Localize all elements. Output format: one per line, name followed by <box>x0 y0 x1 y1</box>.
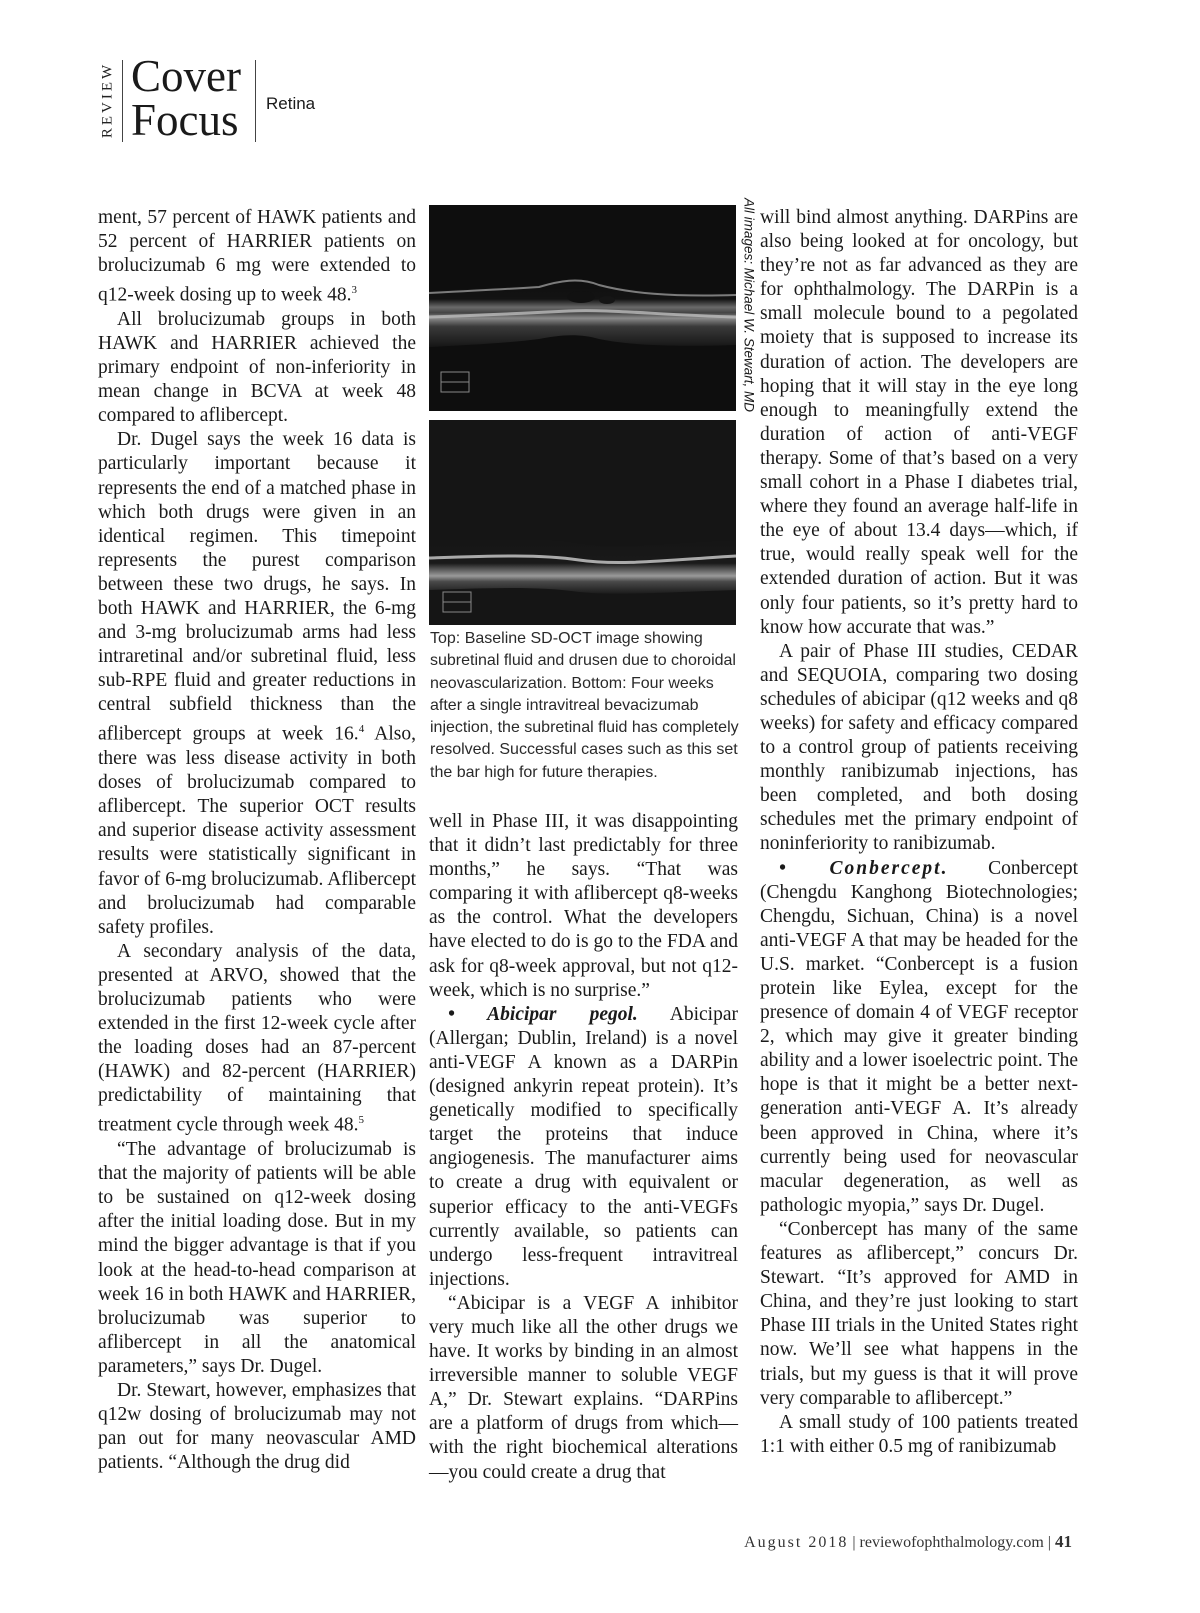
column-3 <box>760 206 1078 1459</box>
website: reviewofophthalmology.com <box>859 1534 1044 1551</box>
paragraph: “The advantage of brolucizumab is that the majority of patients will be able to be sustained on q12-week dosing after the initial loading dose. But in my mind the bigger advantage is that if you look at the head-to-head comparison at week 16 in both HAWK and HARRIER, brolucizumab was superior to aflibercept in all the anatomical parameters,” says Dr. Dugel. <box>98 1139 416 1377</box>
issue-date: August 2018 <box>744 1534 849 1551</box>
masthead-title <box>131 51 241 145</box>
paragraph: ment, 57 percent of HAWK patients and 52 percent of HARRIER patients on brolucizumab 6 mg were extended to q12-week dosing up to week 48.$^3$ <box>98 207 416 306</box>
paragraph: “Abicipar is a VEGF A inhibitor very much like all the other drugs we have. It works by binding in an almost irreversible manner to soluble VEGF A,” Dr. Stewart explains. “DARPins are a platform of drugs from which—with the right biochemical alterations—you could create a drug that <box>429 1292 738 1483</box>
masthead-cover: Cover <box>131 51 241 101</box>
paragraph: A secondary analysis of the data, presented at ARVO, showed that the brolucizumab patients who were extended in the first 12-week cycle after the loading doses had an 87-percent (HAWK) and 82-percent (HARRIER) predictability of maintaining that treatment cycle through week 48.$^5$ <box>98 940 416 1136</box>
paragraph: Dr. Dugel says the week 16 data is particularly important because it represents the end of a matched phase in which both drugs were given in an identical regimen. This timepoint represents the purest comparison between these two drugs, he says. In both HAWK and HARRIER, the 6-mg and 3-mg brolucizumab arms had less intraretinal and/or subretinal fluid, less sub-RPE fluid and greater reductions in central subfield thickness than the aflibercept groups at week 16.$^4$ Also, there was less disease activity in both doses of brolucizumab compared to aflibercept. The superior OCT results and superior disease activity assessment results were statistically significant in favor of 6-mg brolucizumab. Aflibercept and brolucizumab had comparable safety profiles. <box>98 429 416 938</box>
paragraph: • Abicipar pegol. Abicipar (Allergan; Dublin, Ireland) is a novel anti-VEGF A known as a DARPin (designed ankyrin repeat protein). It’s genetically modified to specifically target the proteins that induce angiogenesis. The manufacturer aims to create a drug with equivalent or superior efficacy to the anti-VEGFs currently available, so patients can undergo less-frequent intravitreal injections. <box>429 1003 738 1290</box>
masthead-focus: Focus <box>131 95 239 145</box>
masthead-divider-left <box>122 60 123 142</box>
section-label: Retina <box>266 94 316 113</box>
column-2 <box>429 810 738 1485</box>
column-1 <box>98 206 416 1475</box>
masthead-divider-right <box>255 60 256 142</box>
masthead-review-label: REVIEW <box>99 61 116 139</box>
paragraph: • Conbercept. Conbercept (Chengdu Kanghong Biotechnologies; Chengdu, Sichuan, China) is a novel anti-VEGF A that may be headed for the U.S. market. “Conbercept is a fusion protein like Eylea, except for the presence of domain 4 of VEGF receptor 2, which may give it greater binding ability and a lower isoelectric point. The hope is that it might be a better next-generation anti-VEGF A. It’s already been approved in China, where it’s currently being used for neovascular macular degeneration, as well as pathologic myopia,” says Dr. Dugel. <box>760 857 1078 1216</box>
oct-image-top <box>429 205 736 411</box>
paragraph: A pair of Phase III studies, CEDAR and SEQUOIA, comparing two dosing schedules of abicipar (q12 weeks and q8 weeks) for safety and efficacy compared to a control group of patients receiving monthly ranibizumab injections, has been completed, and both dosing schedules met the primary endpoint of noninferiority to ranibizumab. <box>760 640 1078 855</box>
figure-caption: Top: Baseline SD-OCT image showing subretinal fluid and drusen due to choroidal neovascularization. Bottom: Four weeks after a single intravitreal bevacizumab injection, the subretinal fluid has completely resolved. Successful cases such as this set the bar high for future therapies. <box>430 630 739 781</box>
page-footer: August 2018 | reviewofophthalmology.com | 41 <box>744 1532 1072 1551</box>
image-credit: All images: Michael W. Stewart, MD <box>741 197 757 413</box>
page-number: 41 <box>1055 1532 1072 1551</box>
oct-image-bottom <box>429 420 736 625</box>
paragraph: A small study of 100 patients treated 1:1 with either 0.5 mg of ranibizumab <box>760 1411 1078 1457</box>
paragraph: “Conbercept has many of the same features as aflibercept,” concurs Dr. Stewart. “It’s approved for AMD in China, and they’re just looking to start Phase III trials in the United States right now. We’ll see what happens in the trials, but my guess is that it will prove very comparable to aflibercept.” <box>760 1218 1078 1409</box>
subhead-abicipar: • Abicipar pegol. <box>448 1003 638 1025</box>
subhead-conbercept: • Conbercept. <box>779 857 949 879</box>
paragraph: well in Phase III, it was disappointing that it didn’t last predictably for three months,” he says. “That was comparing it with aflibercept q8-weeks as the control. What the developers have elected to do is go to the FDA and ask for q8-week approval, but not q12-week, which is no surprise.” <box>429 811 738 1001</box>
paragraph: Dr. Stewart, however, emphasizes that q12w dosing of brolucizumab may not pan out for many neovascular AMD patients. “Although the drug did <box>98 1380 416 1474</box>
paragraph: will bind almost anything. DARPins are also being looked at for oncology, but they’re not as far advanced as they are for ophthalmology. The DARPin is a small molecule bound to a pegolated moiety that is supposed to increase its duration of action. The developers are hoping that it will stay in the eye long enough to meaningfully extend the duration of action of anti-VEGF therapy. Some of that’s based on a very small cohort in a Phase I diabetes trial, where they found an average half-life in the eye of about 13.4 days—which, if true, would really speak well for the extended duration of action. But it was only four patients, so it’s pretty hard to know how accurate that was.” <box>760 207 1078 638</box>
paragraph: All brolucizumab groups in both HAWK and HARRIER achieved the primary endpoint of non-inferiority in mean change in BCVA at week 48 compared to aflibercept. <box>98 308 416 427</box>
